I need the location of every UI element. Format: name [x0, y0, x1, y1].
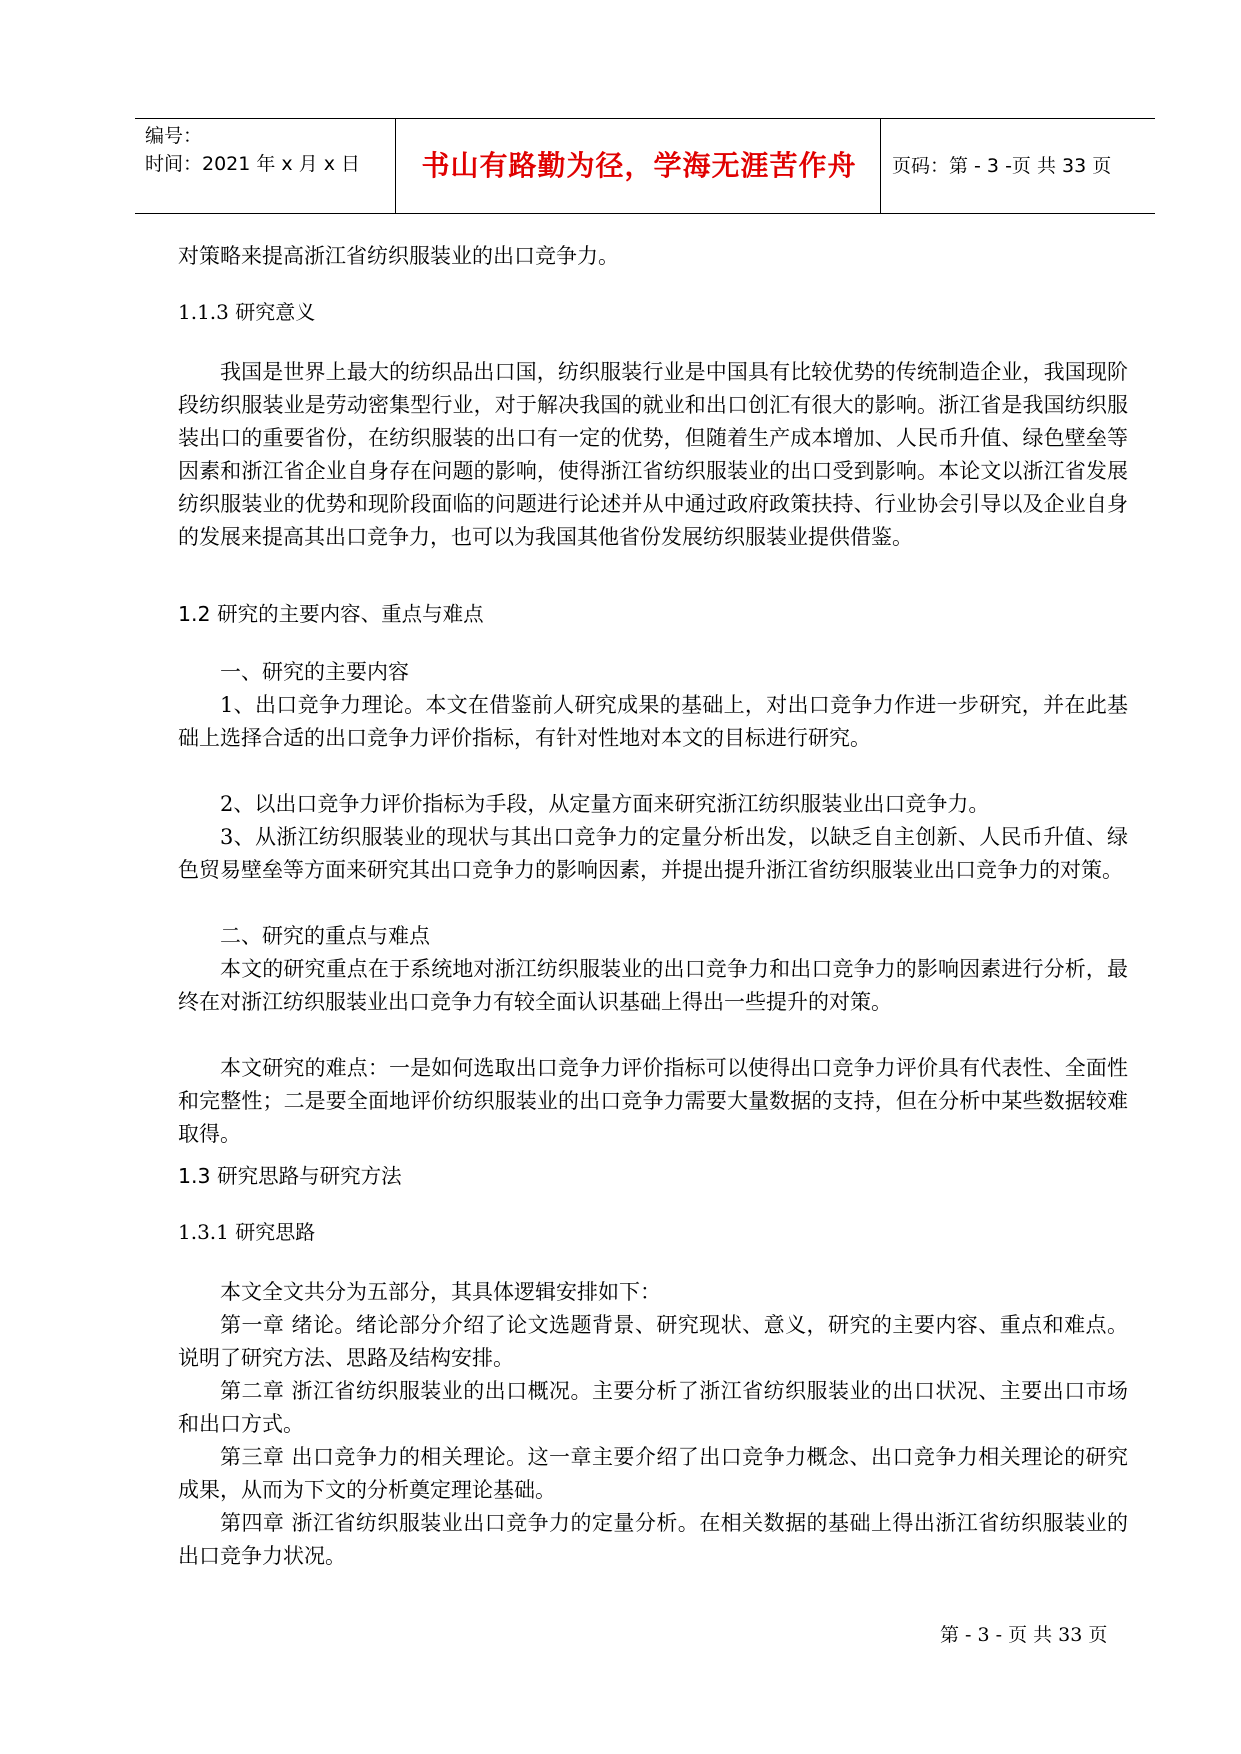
paragraph: 1、出口竞争力理论。本文在借鉴前人研究成果的基础上，对出口竞争力作进一步研究，并在此基础上选择合适的出口竞争力评价指标，有针对性地对本文的目标进行研究。 — [178, 693, 1128, 750]
header-page-label: 页码：第 - 3 -页 共 33 页 — [892, 155, 1112, 177]
paragraph: 本文的研究重点在于系统地对浙江纺织服装业的出口竞争力和出口竞争力的影响因素进行分析，最终在对浙江纺织服装业出口竞争力有较全面认识基础上得出一些提升的对策。 — [178, 957, 1128, 1014]
header-divider — [395, 119, 396, 213]
page-header — [135, 118, 1155, 214]
paragraph: 一、研究的主要内容 — [220, 660, 409, 684]
section-heading-1-3: 1.3 研究思路与研究方法 — [178, 1164, 402, 1188]
paragraph: 二、研究的重点与难点 — [220, 924, 430, 948]
paragraph: 第一章 绪论。绪论部分介绍了论文选题背景、研究现状、意义，研究的主要内容、重点和难点。说明了研究方法、思路及结构安排。 — [178, 1313, 1128, 1370]
paragraph: 本文研究的难点：一是如何选取出口竞争力评价指标可以使得出口竞争力评价具有代表性、全面性和完整性；二是要全面地评价纺织服装业的出口竞争力需要大量数据的支持，但在分析中某些数据较难取得。 — [178, 1056, 1128, 1146]
paragraph: 第三章 出口竞争力的相关理论。这一章主要介绍了出口竞争力概念、出口竞争力相关理论的研究成果，从而为下文的分析奠定理论基础。 — [178, 1445, 1128, 1502]
paragraph: 第四章 浙江省纺织服装业出口竞争力的定量分析。在相关数据的基础上得出浙江省纺织服装业的出口竞争力状况。 — [178, 1511, 1128, 1568]
paragraph: 第二章 浙江省纺织服装业的出口概况。主要分析了浙江省纺织服装业的出口状况、主要出口市场和出口方式。 — [178, 1379, 1128, 1436]
header-meta — [145, 119, 395, 213]
header-divider — [880, 119, 881, 213]
doc-number-label: 编号： — [145, 125, 203, 147]
section-heading-1-2: 1.2 研究的主要内容、重点与难点 — [178, 602, 484, 626]
paragraph: 对策略来提高浙江省纺织服装业的出口竞争力。 — [178, 244, 619, 268]
page-footer: 第 - 3 - 页 共 33 页 — [940, 1624, 1108, 1646]
subsection-heading-1-1-3: 1.1.3 研究意义 — [178, 300, 316, 324]
paragraph: 本文全文共分为五部分，其具体逻辑安排如下： — [220, 1280, 661, 1304]
header-motto: 书山有路勤为径，学海无涯苦作舟 — [421, 149, 857, 182]
subsection-heading-1-3-1: 1.3.1 研究思路 — [178, 1220, 316, 1244]
paragraph: 3、从浙江纺织服装业的现状与其出口竞争力的定量分析出发，以缺乏自主创新、人民币升值、绿色贸易壁垒等方面来研究其出口竞争力的影响因素，并提出提升浙江省纺织服装业出口竞争力的对策。 — [178, 825, 1128, 882]
paragraph: 2、以出口竞争力评价指标为手段，从定量方面来研究浙江纺织服装业出口竞争力。 — [220, 792, 990, 816]
paragraph: 我国是世界上最大的纺织品出口国，纺织服装行业是中国具有比较优势的传统制造企业，我国现阶段纺织服装业是劳动密集型行业，对于解决我国的就业和出口创汇有很大的影响。浙江省是我国纺织服装出口的重要省份，在纺织服装的出口有一定的优势，但随着生产成本增加、人民币升值、绿色壁垒等因素和浙江省企业自身存在问题的影响，使得浙江省纺织服装业的出口受到影响。本论文以浙江省发展纺织服装业的优势和现阶段面临的问题进行论述并从中通过政府政策扶持、行业协会引导以及企业自身的发展来提高其出口竞争力，也可以为我国其他省份发展纺织服装业提供借鉴。 — [178, 360, 1128, 549]
doc-time-label: 时间：2021 年 x 月 x 日 — [145, 153, 361, 175]
